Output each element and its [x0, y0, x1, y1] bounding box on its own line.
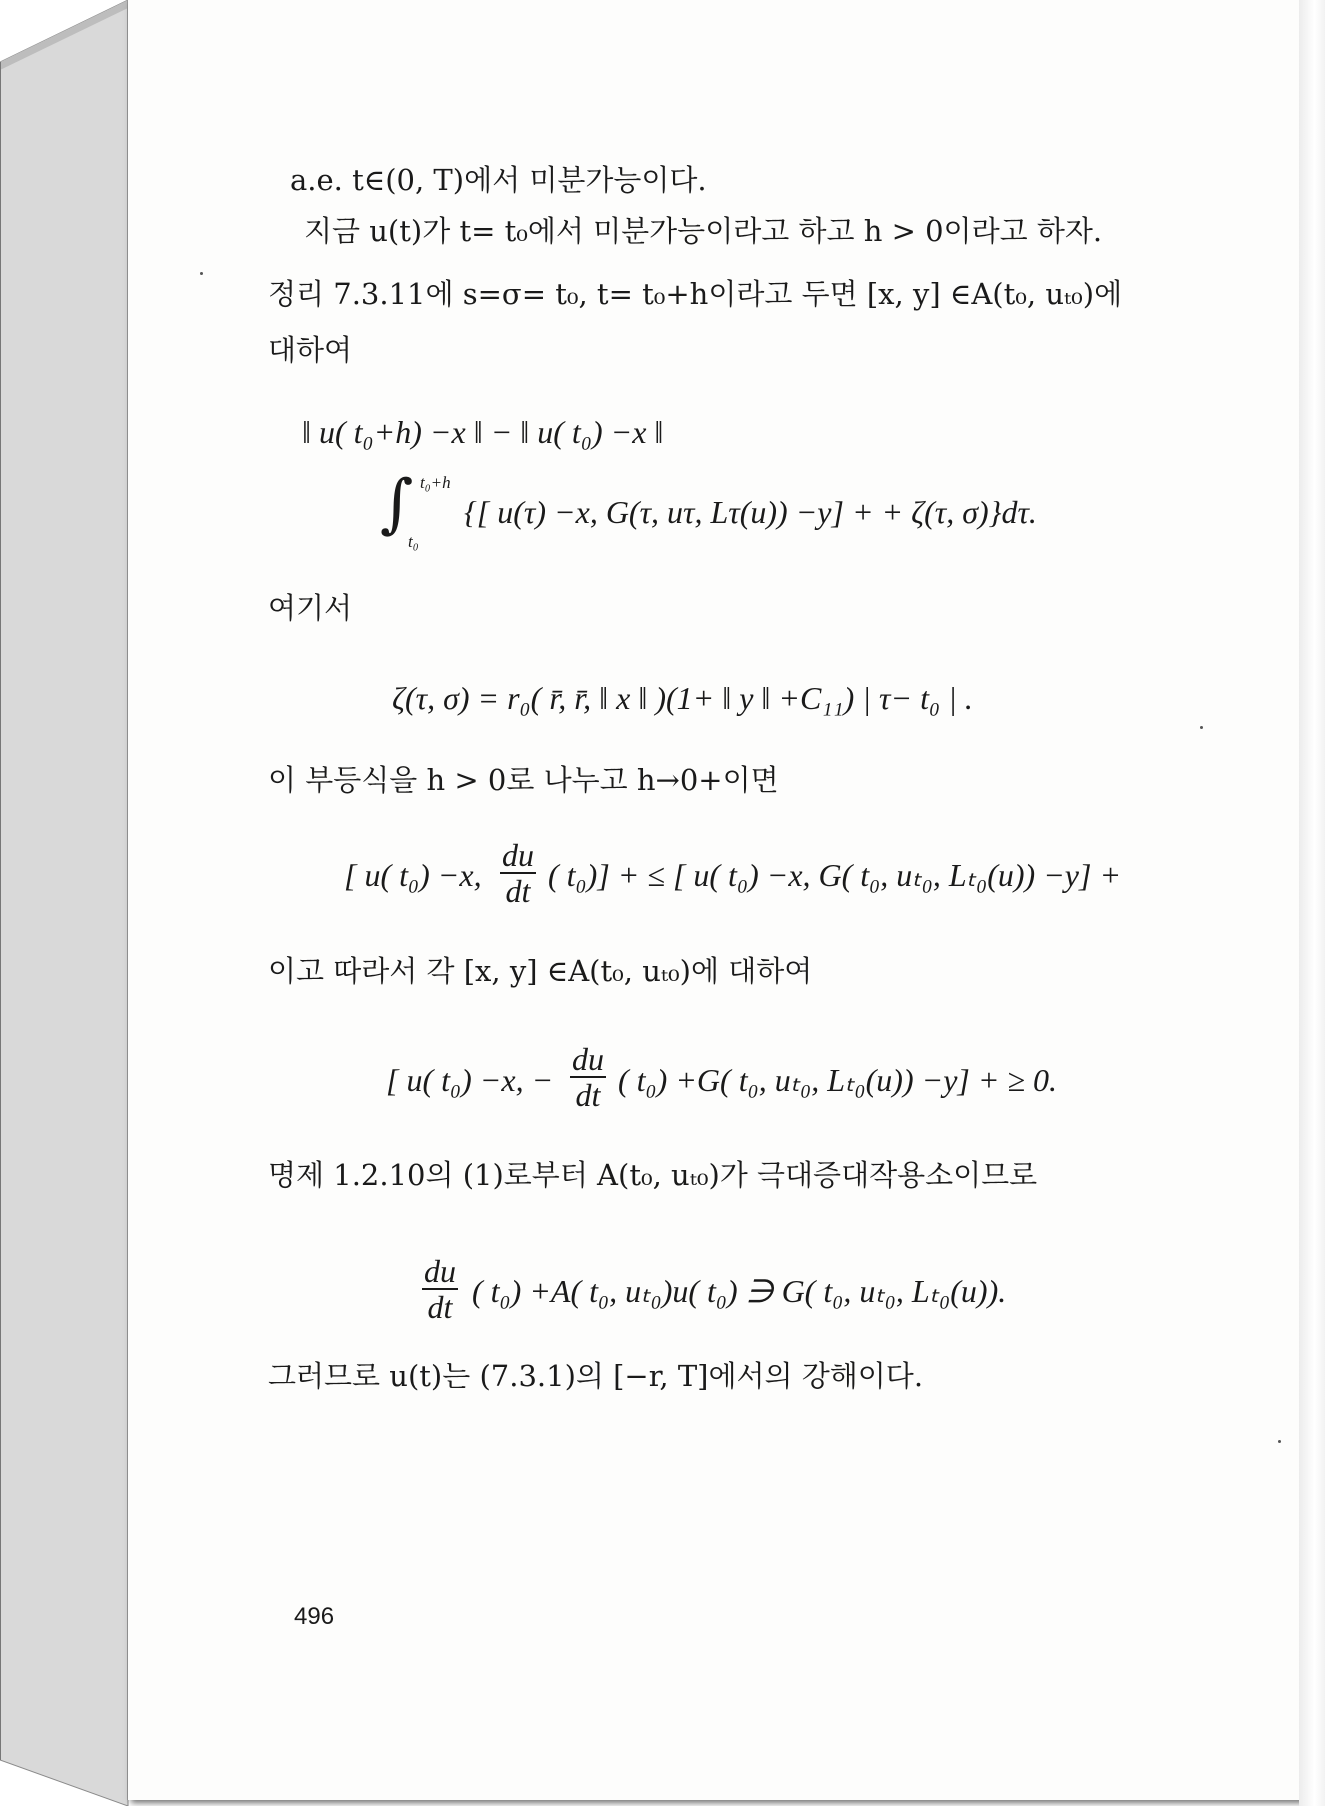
equation-5-fraction: [422, 1254, 458, 1324]
fraction-denominator: dt: [427, 1289, 453, 1325]
fraction-denominator: dt: [575, 1077, 601, 1113]
fraction-denominator: dt: [505, 873, 531, 909]
integral-sign: ∫: [380, 467, 414, 541]
integral-lower-limit: t₀: [408, 532, 419, 551]
speck: [200, 272, 203, 275]
equation-4-fraction: [570, 1042, 606, 1112]
text-line-4: 대하여: [268, 333, 353, 367]
text-line-8: 명제 1.2.10의 (1)로부터 A(t₀, uₜ₀)가 극대증대작용소이므로: [268, 1158, 1038, 1192]
text-line-5: 여기서: [268, 591, 353, 625]
equation-2: ζ(τ, σ) = r₀( r̄, r̄, ‖ x ‖ )(1+ ‖ y ‖ +C₁₁) | τ− t₀ | .: [392, 680, 973, 716]
equation-3-pre: [ u( t₀) −x,: [344, 857, 482, 893]
speck: [1278, 1440, 1281, 1443]
equation-1-lhs: ‖ u( t₀+h) −x ‖ − ‖ u( t₀) −x ‖: [302, 414, 664, 450]
text-line-2: 지금 u(t)가 t= t₀에서 미분가능이라고 하고 h > 0이라고 하자.: [304, 214, 1103, 248]
book-page: [128, 0, 1313, 1800]
text-line-3: 정리 7.3.11에 s=σ= t₀, t= t₀+h이라고 두면 [x, y] ∈A(t₀, uₜ₀)에: [268, 277, 1123, 311]
text-line-6: 이 부등식을 h > 0로 나누고 h→0+이면: [268, 763, 779, 797]
text-line-7: 이고 따라서 각 [x, y] ∈A(t₀, uₜ₀)에 대하여: [268, 954, 813, 988]
equation-3-fraction: [500, 838, 536, 908]
equation-5-post: ( t₀) +A( t₀, uₜ₀)u( t₀) ∋ G( t₀, uₜ₀, Lₜ₀(u)).: [472, 1273, 1007, 1309]
equation-4-post: ( t₀) +G( t₀, uₜ₀, Lₜ₀(u)) −y] + ≥ 0.: [618, 1062, 1057, 1098]
fraction-numerator: du: [502, 837, 534, 873]
fraction-numerator: du: [424, 1253, 456, 1289]
page-number: 496: [294, 1603, 335, 1630]
integral-upper-limit: t₀+h: [420, 473, 451, 492]
equation-1-integrand: {[ u(τ) −x, G(τ, uτ, Lτ(u)) −y] + + ζ(τ, σ)}dτ.: [464, 494, 1037, 530]
equation-4-pre: [ u( t₀) −x, −: [386, 1062, 554, 1098]
equation-3-post: ( t₀)] + ≤ [ u( t₀) −x, G( t₀, uₜ₀, Lₜ₀(u)) −y] +: [548, 857, 1122, 893]
text-line-1: a.e. t∈(0, T)에서 미분가능이다.: [290, 163, 707, 197]
speck: [1200, 726, 1203, 729]
page-edge: [1299, 0, 1325, 1806]
fraction-numerator: du: [572, 1041, 604, 1077]
text-line-9: 그러므로 u(t)는 (7.3.1)의 [−r, T]에서의 강해이다.: [268, 1359, 924, 1393]
